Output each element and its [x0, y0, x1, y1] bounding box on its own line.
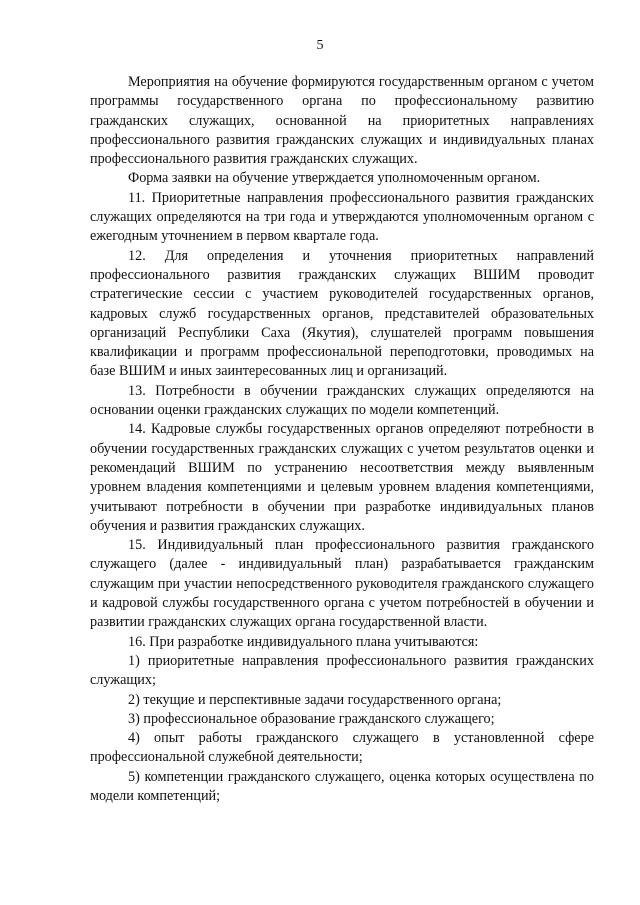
paragraph-11: 11. Приоритетные направления профессионального развития гражданских служащих определяются на три года и утверждаются уполномоченным органом с ежегодным уточнением в первом квартале года. [90, 189, 594, 245]
paragraph-16: 16. При разработке индивидуального плана учитываются: [128, 633, 479, 650]
paragraph-13: 13. Потребности в обучении гражданских служащих определяются на основании оценки гражданских служащих по модели компетенций. [90, 382, 594, 419]
document-body [90, 73, 594, 806]
list-item-3: 3) профессиональное образование гражданского служащего; [128, 710, 495, 727]
list-item-5: 5) компетенции гражданского служащего, оценка которых осуществлена по модели компетенций; [90, 768, 594, 804]
list-item-4: 4) опыт работы гражданского служащего в установленной сфере профессиональной служебной деятельности; [90, 730, 594, 766]
page-number: 5 [316, 38, 324, 53]
paragraph-application-form: Форма заявки на обучение утверждается уполномоченным органом. [128, 170, 541, 187]
paragraph-12: 12. Для определения и уточнения приоритетных направлений профессионального развития гражданских служащих ВШИМ проводит стратегические сессии с участием руководителей государственных органов, кадровых служб государственных органов, представителей образовательных организаций Республики Саха (Якутия), слушателей программ повышения квалификации и программ профессиональной переподготовки, проводимых на базе ВШИМ и иных заинтересованных лиц и организаций. [90, 247, 594, 380]
list-item-1: 1) приоритетные направления профессионального развития гражданских служащих; [90, 652, 594, 689]
paragraph-activities: Мероприятия на обучение формируются государственным органом с учетом программы государственного органа по профессиональному развитию гражданских служащих, основанной на приоритетных направлениях профессионального развития гражданских служащих и индивидуальных планах профессионального развития гражданских служащих. [90, 74, 594, 168]
paragraph-14: 14. Кадровые службы государственных органов определяют потребности в обучении государственных гражданских служащих с учетом результатов оценки и рекомендаций ВШИМ по устранению несоответствия между выявленным уровнем владения компетенциями и целевым уровнем владения компетенциями, учитывают потребности в обучении при разработке индивидуальных планов обучения и развития гражданских служащих. [90, 421, 594, 534]
list-item-2: 2) текущие и перспективные задачи государственного органа; [128, 691, 502, 708]
paragraph-15: 15. Индивидуальный план профессионального развития гражданского служащего (далее - индивидуальный план) разрабатывается гражданским служащим при участии непосредственного руководителя гражданского служащего и кадровой службы государственного органа с учетом потребностей в обучении и развитии гражданских служащих органа государственной власти. [90, 537, 594, 631]
